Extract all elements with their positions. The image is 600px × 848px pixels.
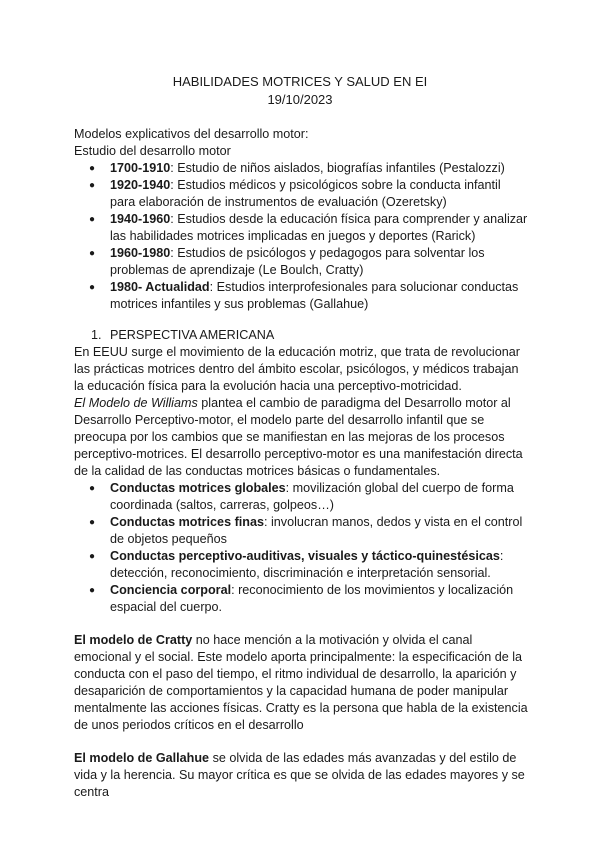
conducta-text: : movilización global del cuerpo de forma coordinada (saltos, carreras, golpeos…)	[110, 481, 514, 512]
conducta-term: Conductas motrices globales	[110, 481, 286, 495]
period-term: 1960-1980	[110, 246, 171, 260]
intro-line-2: Estudio del desarrollo motor	[74, 144, 231, 158]
list-item	[74, 279, 528, 313]
section-heading-text: PERSPECTIVA AMERICANA	[110, 328, 275, 342]
cratty-paragraph	[74, 632, 528, 734]
document-title: HABILIDADES MOTRICES Y SALUD EN EI	[172, 74, 428, 89]
period-text: : Estudios de psicólogos y pedagogos para solventar los problemas de aprendizaje (Le Boulch, Cratty)	[110, 246, 485, 277]
list-item	[74, 177, 528, 211]
williams-italic: El Modelo de Williams	[74, 396, 198, 410]
period-term: 1920-1940	[110, 178, 171, 192]
conducta-text: : detección, reconocimiento, discriminación e interpretación sensorial.	[110, 549, 504, 580]
conducta-text: : involucran manos, dedos y vista en el control de objetos pequeños	[110, 515, 523, 546]
cratty-text: no hace mención a la motivación y olvida el canal emocional y el social. Este modelo aporta principalmente: la especificación de la conducta con el paso del tiempo, el ritmo individual de desarrollo, la aparición y desaparición de comportamientos y la capacidad humana de poder manipular mentalmente las acciones físicas. Cratty es la persona que habla de la existencia de unos periodos críticos en el desarrollo	[74, 633, 528, 732]
sections-list	[74, 327, 528, 344]
list-item	[74, 548, 528, 582]
period-term: 1980- Actualidad	[110, 280, 210, 294]
conductas-list	[74, 480, 528, 616]
document-header	[0, 73, 600, 109]
document-body	[74, 126, 528, 801]
williams-text: plantea el cambio de paradigma del Desarrollo motor al Desarrollo Perceptivo-motor, el modelo parte del desarrollo infantil que se preocupa por los cambios que se manifiestan en las mejoras de los procesos perceptivo-motrices. El desarrollo perceptivo-motor es una manifestación directa de la calidad de las conductas motrices básicas o fundamentales.	[74, 396, 523, 478]
paragraph-gap	[74, 734, 528, 750]
conducta-term: Conciencia corporal	[110, 583, 232, 597]
conducta-term: Conductas motrices finas	[110, 515, 264, 529]
period-text: : Estudios médicos y psicológicos sobre la conducta infantil para elaboración de instrumentos de evaluación (Ozeretsky)	[110, 178, 501, 209]
period-text: : Estudios interprofesionales para solucionar conductas motrices infantiles y sus problemas (Gallahue)	[110, 280, 519, 311]
list-item	[74, 480, 528, 514]
list-item	[74, 211, 528, 245]
list-item	[74, 245, 528, 279]
period-text: : Estudios desde la educación física para comprender y analizar las habilidades motrices implicadas en juegos y deportes (Rarick)	[110, 212, 528, 243]
conducta-text: : reconocimiento de los movimientos y localización espacial del cuerpo.	[110, 583, 514, 614]
gallahue-paragraph	[74, 750, 528, 801]
conducta-term: Conductas perceptivo-auditivas, visuales y táctico-quinestésicas	[110, 549, 500, 563]
period-text: : Estudio de niños aislados, biografías infantiles (Pestalozzi)	[170, 161, 505, 175]
section-heading	[74, 327, 528, 344]
williams-paragraph	[74, 395, 528, 480]
period-term: 1700-1910	[110, 161, 171, 175]
gallahue-text: se olvida de las edades más avanzadas y del estilo de vida y la herencia. Su mayor crítica es que se olvida de las edades mayores y se centra	[74, 751, 525, 799]
periods-list	[74, 160, 528, 313]
document-date: 19/10/2023	[267, 92, 333, 107]
list-item	[74, 514, 528, 548]
paragraph-gap	[74, 616, 528, 632]
intro-line-1: Modelos explicativos del desarrollo motor:	[74, 127, 309, 141]
period-term: 1940-1960	[110, 212, 171, 226]
gallahue-term: El modelo de Gallahue	[74, 751, 210, 765]
list-item	[74, 582, 528, 616]
section-number: 1.	[91, 328, 102, 342]
cratty-term: El modelo de Cratty	[74, 633, 193, 647]
section1-paragraph: En EEUU surge el movimiento de la educación motriz, que trata de revolucionar las prácticas motrices dentro del ámbito escolar, psicólogos, y médicos trabajan la educación física para la evolución hacia una perceptivo-motricidad.	[74, 345, 520, 393]
list-item	[74, 160, 528, 177]
